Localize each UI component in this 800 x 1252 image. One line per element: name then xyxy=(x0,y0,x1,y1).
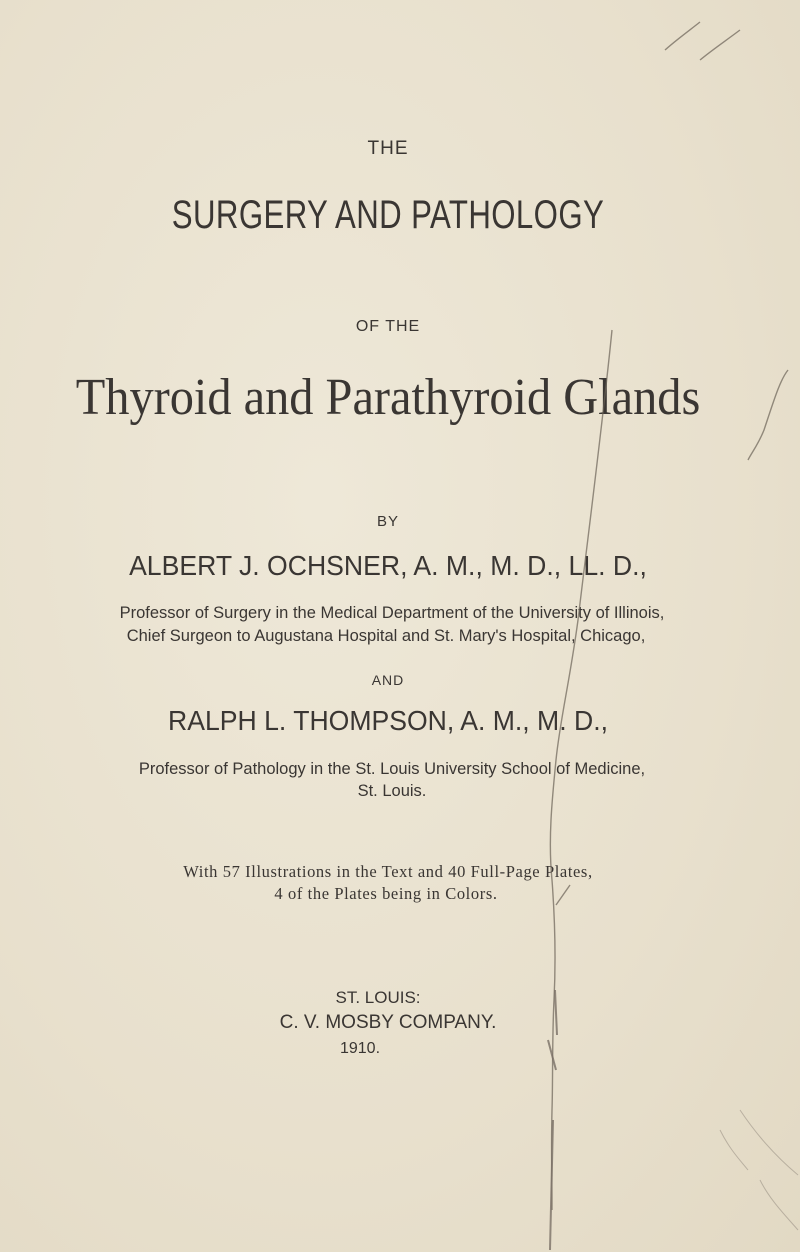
author1-affiliation-line2: Chief Surgeon to Augustana Hospital and St. Mary's Hospital, Chicago, xyxy=(126,627,646,645)
book-title-line2: Thyroid and Parathyroid Glands xyxy=(75,369,701,426)
and-label: AND xyxy=(371,672,405,688)
of-the-label: OF THE xyxy=(355,318,421,335)
author2-affiliation-line2: St. Louis. xyxy=(357,782,427,800)
book-title-line1: SURGERY AND PATHOLOGY xyxy=(171,193,605,237)
illustrations-note-line2: 4 of the Plates being in Colors. xyxy=(274,884,498,903)
the-label: THE xyxy=(367,138,409,159)
imprint-year: 1910. xyxy=(339,1040,381,1057)
imprint-publisher: C. V. MOSBY COMPANY. xyxy=(279,1012,497,1033)
by-label: BY xyxy=(376,513,399,530)
author1-name: ALBERT J. OCHSNER, A. M., M. D., LL. D., xyxy=(129,550,647,581)
author2-affiliation-line1: Professor of Pathology in the St. Louis University School of Medicine, xyxy=(138,760,646,778)
author1-affiliation-line1: Professor of Surgery in the Medical Department of the University of Illinois, xyxy=(119,604,665,622)
imprint-place: ST. LOUIS: xyxy=(335,988,421,1007)
illustrations-note-line1: With 57 Illustrations in the Text and 40 Full-Page Plates, xyxy=(183,862,593,881)
author2-name: RALPH L. THOMPSON, A. M., M. D., xyxy=(168,705,608,736)
